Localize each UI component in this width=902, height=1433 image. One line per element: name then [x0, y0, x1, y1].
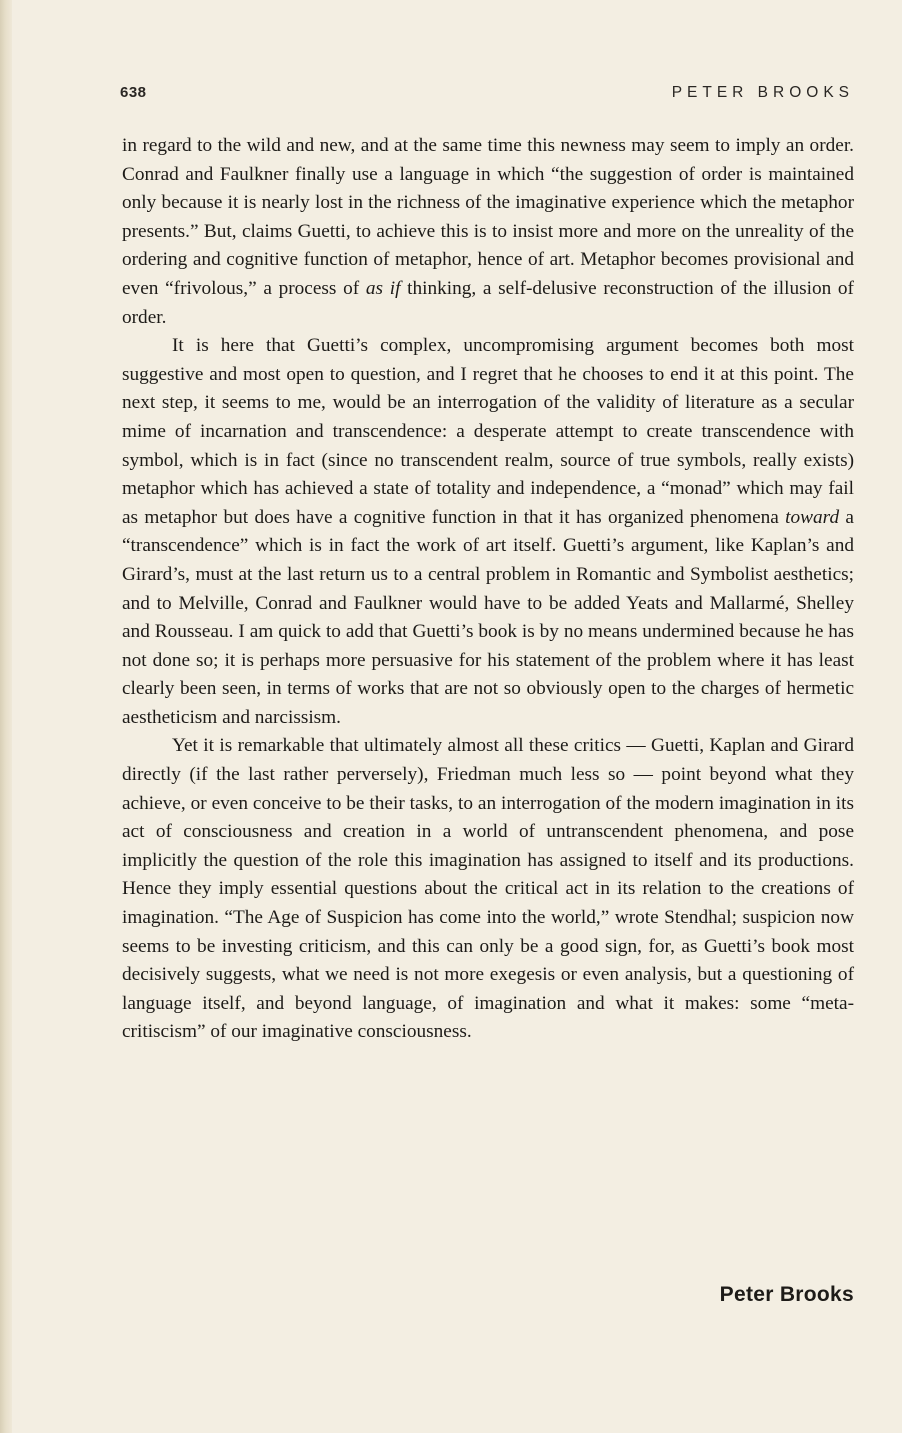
paragraph-text: in regard to the wild and new, and at the same time this newness may seem to imply an order. Conrad and Faulkner finally use a language in which “the suggestion of order is maintained only because it is nearly lost in the richness of the imaginative experience which the metaphor presents.” But, claims Guetti, to achieve this is to insist more and more on the unreality of the ordering and cognitive function of metaphor, hence of art. Metaphor becomes provisional and even “frivolous,” a process of: [122, 135, 854, 299]
italic-word: toward: [785, 506, 840, 528]
author-signature: Peter Brooks: [719, 1283, 854, 1306]
paragraph-2: [122, 332, 854, 732]
paragraph-text: It is here that Guetti’s complex, uncompromising argument becomes both most suggestive and most open to question, and I regret that he chooses to end it at this point. The next step, it seems to me, would be an interrogation of the validity of literature as a secular mime of incarnation and transcendence: a desperate attempt to create transcendence with symbol, which is in fact (since no transcendent realm, source of true symbols, really exists) metaphor which has achieved a state of totality and independence, a “monad” which may fail as metaphor but does have a cognitive function in that it has organized phenomena: [122, 335, 854, 528]
paragraph-1: [122, 132, 854, 332]
italic-phrase: as if: [365, 277, 401, 299]
paragraph-text: thinking, a self-delusive reconstruction of the illusion of order.: [122, 277, 854, 328]
paragraph-3: [122, 732, 854, 1047]
paragraph-text: Yet it is remarkable that ultimately almost all these critics — Guetti, Kaplan and Girard directly (if the last rather perversely), Friedman much less so — point beyond what they achieve, or even conceive to be their tasks, to an interrogation of the modern imagination in its act of consciousness and creation in a world of untranscendent phenomena, and pose implicitly the question of the role this imagination has assigned to itself and its productions. Hence they imply essential questions about the critical act in its relation to the creations of imagination. “The Age of Suspicion has come into the world,” wrote Stendhal; suspicion now seems to be investing criticism, and this can only be a good sign, for, as Guetti’s book most decisively suggests, what we need is not more exegesis or even analysis, but a questioning of language itself, and beyond language, of imagination and what it makes: some “meta-critiscism” of our imaginative consciousness.: [122, 735, 854, 1043]
running-head-author: PETER BROOKS: [671, 84, 854, 101]
running-head: [120, 84, 854, 108]
body-text: [122, 132, 854, 1047]
paragraph-text: a “transcendence” which is in fact the work of art itself. Guetti’s argument, like Kaplan’s and Girard’s, must at the last return us to a central problem in Romantic and Symbolist aesthetics; and to Melville, Conrad and Faulkner would have to be added Yeats and Mallarmé, Shelley and Rousseau. I am quick to add that Guetti’s book is by no means undermined because he has not done so; it is perhaps more persuasive for his statement of the problem where it has least clearly been seen, in terms of works that are not so obviously open to the charges of hermetic aestheticism and narcissism.: [122, 506, 854, 728]
page-number: 638: [120, 84, 147, 101]
